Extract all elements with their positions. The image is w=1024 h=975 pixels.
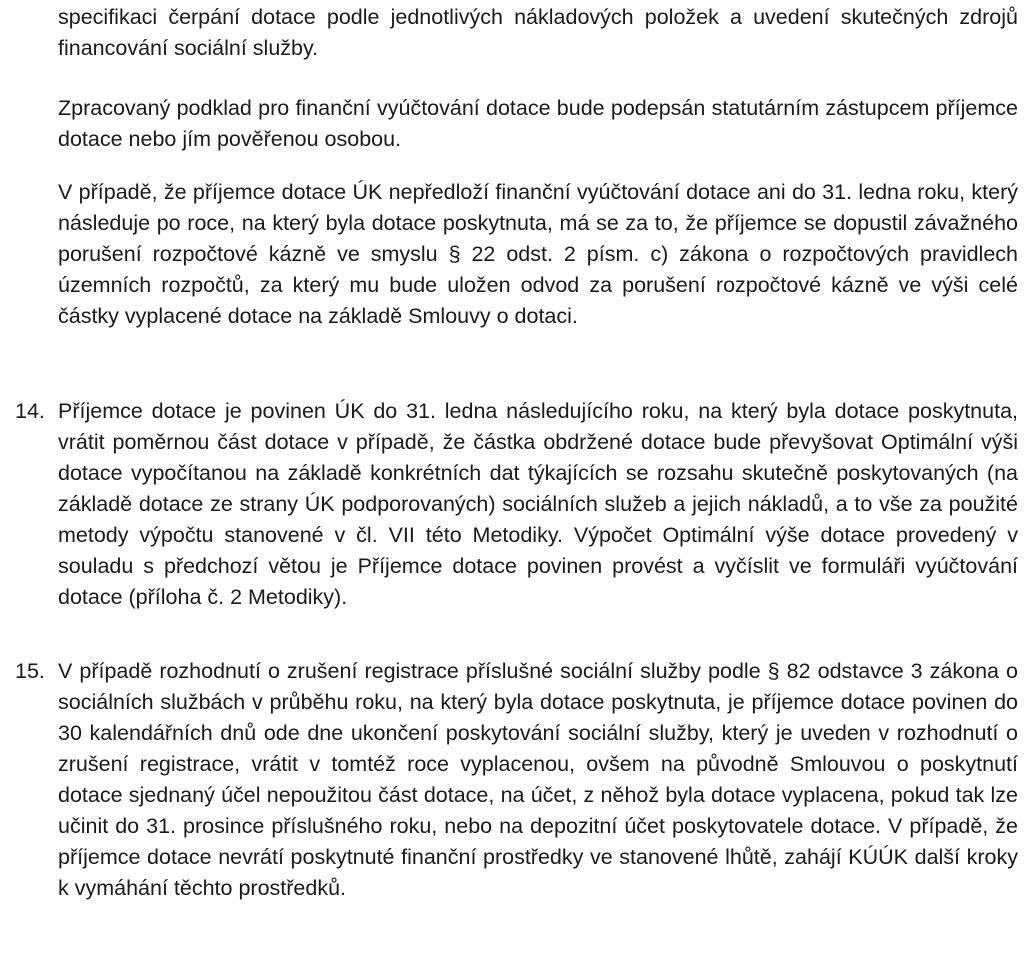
list-item-number: 15. xyxy=(15,659,45,683)
paragraph-budget-discipline-breach: V případě, že příjemce dotace ÚK nepředloží finanční vyúčtování dotace ani do 31. ledna roku, který následuje po roce, na který byla dotace poskytnuta, má se za to, že příjemce se dopustil závažného porušení rozpočtové kázně ve smyslu § 22 odst. 2 písm. c) zákona o rozpočtových pravidlech územních rozpočtů, za který mu bude uložen odvod za porušení rozpočtové kázně ve výši celé částky vyplacené dotace na základě Smlouvy o dotaci. xyxy=(58,180,1018,328)
list-item-text: Příjemce dotace je povinen ÚK do 31. ledna následujícího roku, na který byla dotace poskytnuta, vrátit poměrnou část dotace v případě, že částka obdržené dotace bude převyšovat Optimální výši dotace vypočítanou na základě konkrétních dat týkajících se rozsahu skutečně poskytovaných (na základě dotace ze strany ÚK podporovaných) sociálních služeb a jejich nákladů, a to vše za použité metody výpočtu stanovené v čl. VII této Metodiky. Výpočet Optimální výše dotace provedený v souladu s předchozí větou je Příjemce dotace povinen provést a vyčíslit ve formuláři vyúčtování dotace (příloha č. 2 Metodiky). xyxy=(58,399,1018,609)
list-item-text: V případě rozhodnutí o zrušení registrace příslušné sociální služby podle § 82 odstavce 3 zákona o sociálních službách v průběhu roku, na který byla dotace poskytnuta, je příjemce dotace povinen do 30 kalendářních dnů ode dne ukončení poskytování sociální služby, který je uveden v rozhodnutí o zrušení registrace, vrátit v tomtéž roce vyplacenou, ovšem na původně Smlouvou o poskytnutí dotace sjednaný účel nepoužitou část dotace, na účet, z něhož byla dotace vyplacena, pokud tak lze učinit do 31. prosince příslušného roku, nebo na depozitní účet poskytovatele dotace. V případě, že příjemce dotace nevrátí poskytnuté finanční prostředky ve stanovené lhůtě, zahájí KÚÚK další kroky k vymáhání těchto prostředků. xyxy=(58,659,1018,900)
paragraph-signature-requirement: Zpracovaný podklad pro finanční vyúčtování dotace bude podepsán statutárním zástupcem příjemce dotace nebo jím pověřenou osobou. xyxy=(58,96,1018,151)
paragraph-spending-specification: specifikaci čerpání dotace podle jednotlivých nákladových položek a uvedení skutečných zdrojů financování sociální služby. xyxy=(58,5,1018,60)
list-item-number: 14. xyxy=(15,399,45,423)
